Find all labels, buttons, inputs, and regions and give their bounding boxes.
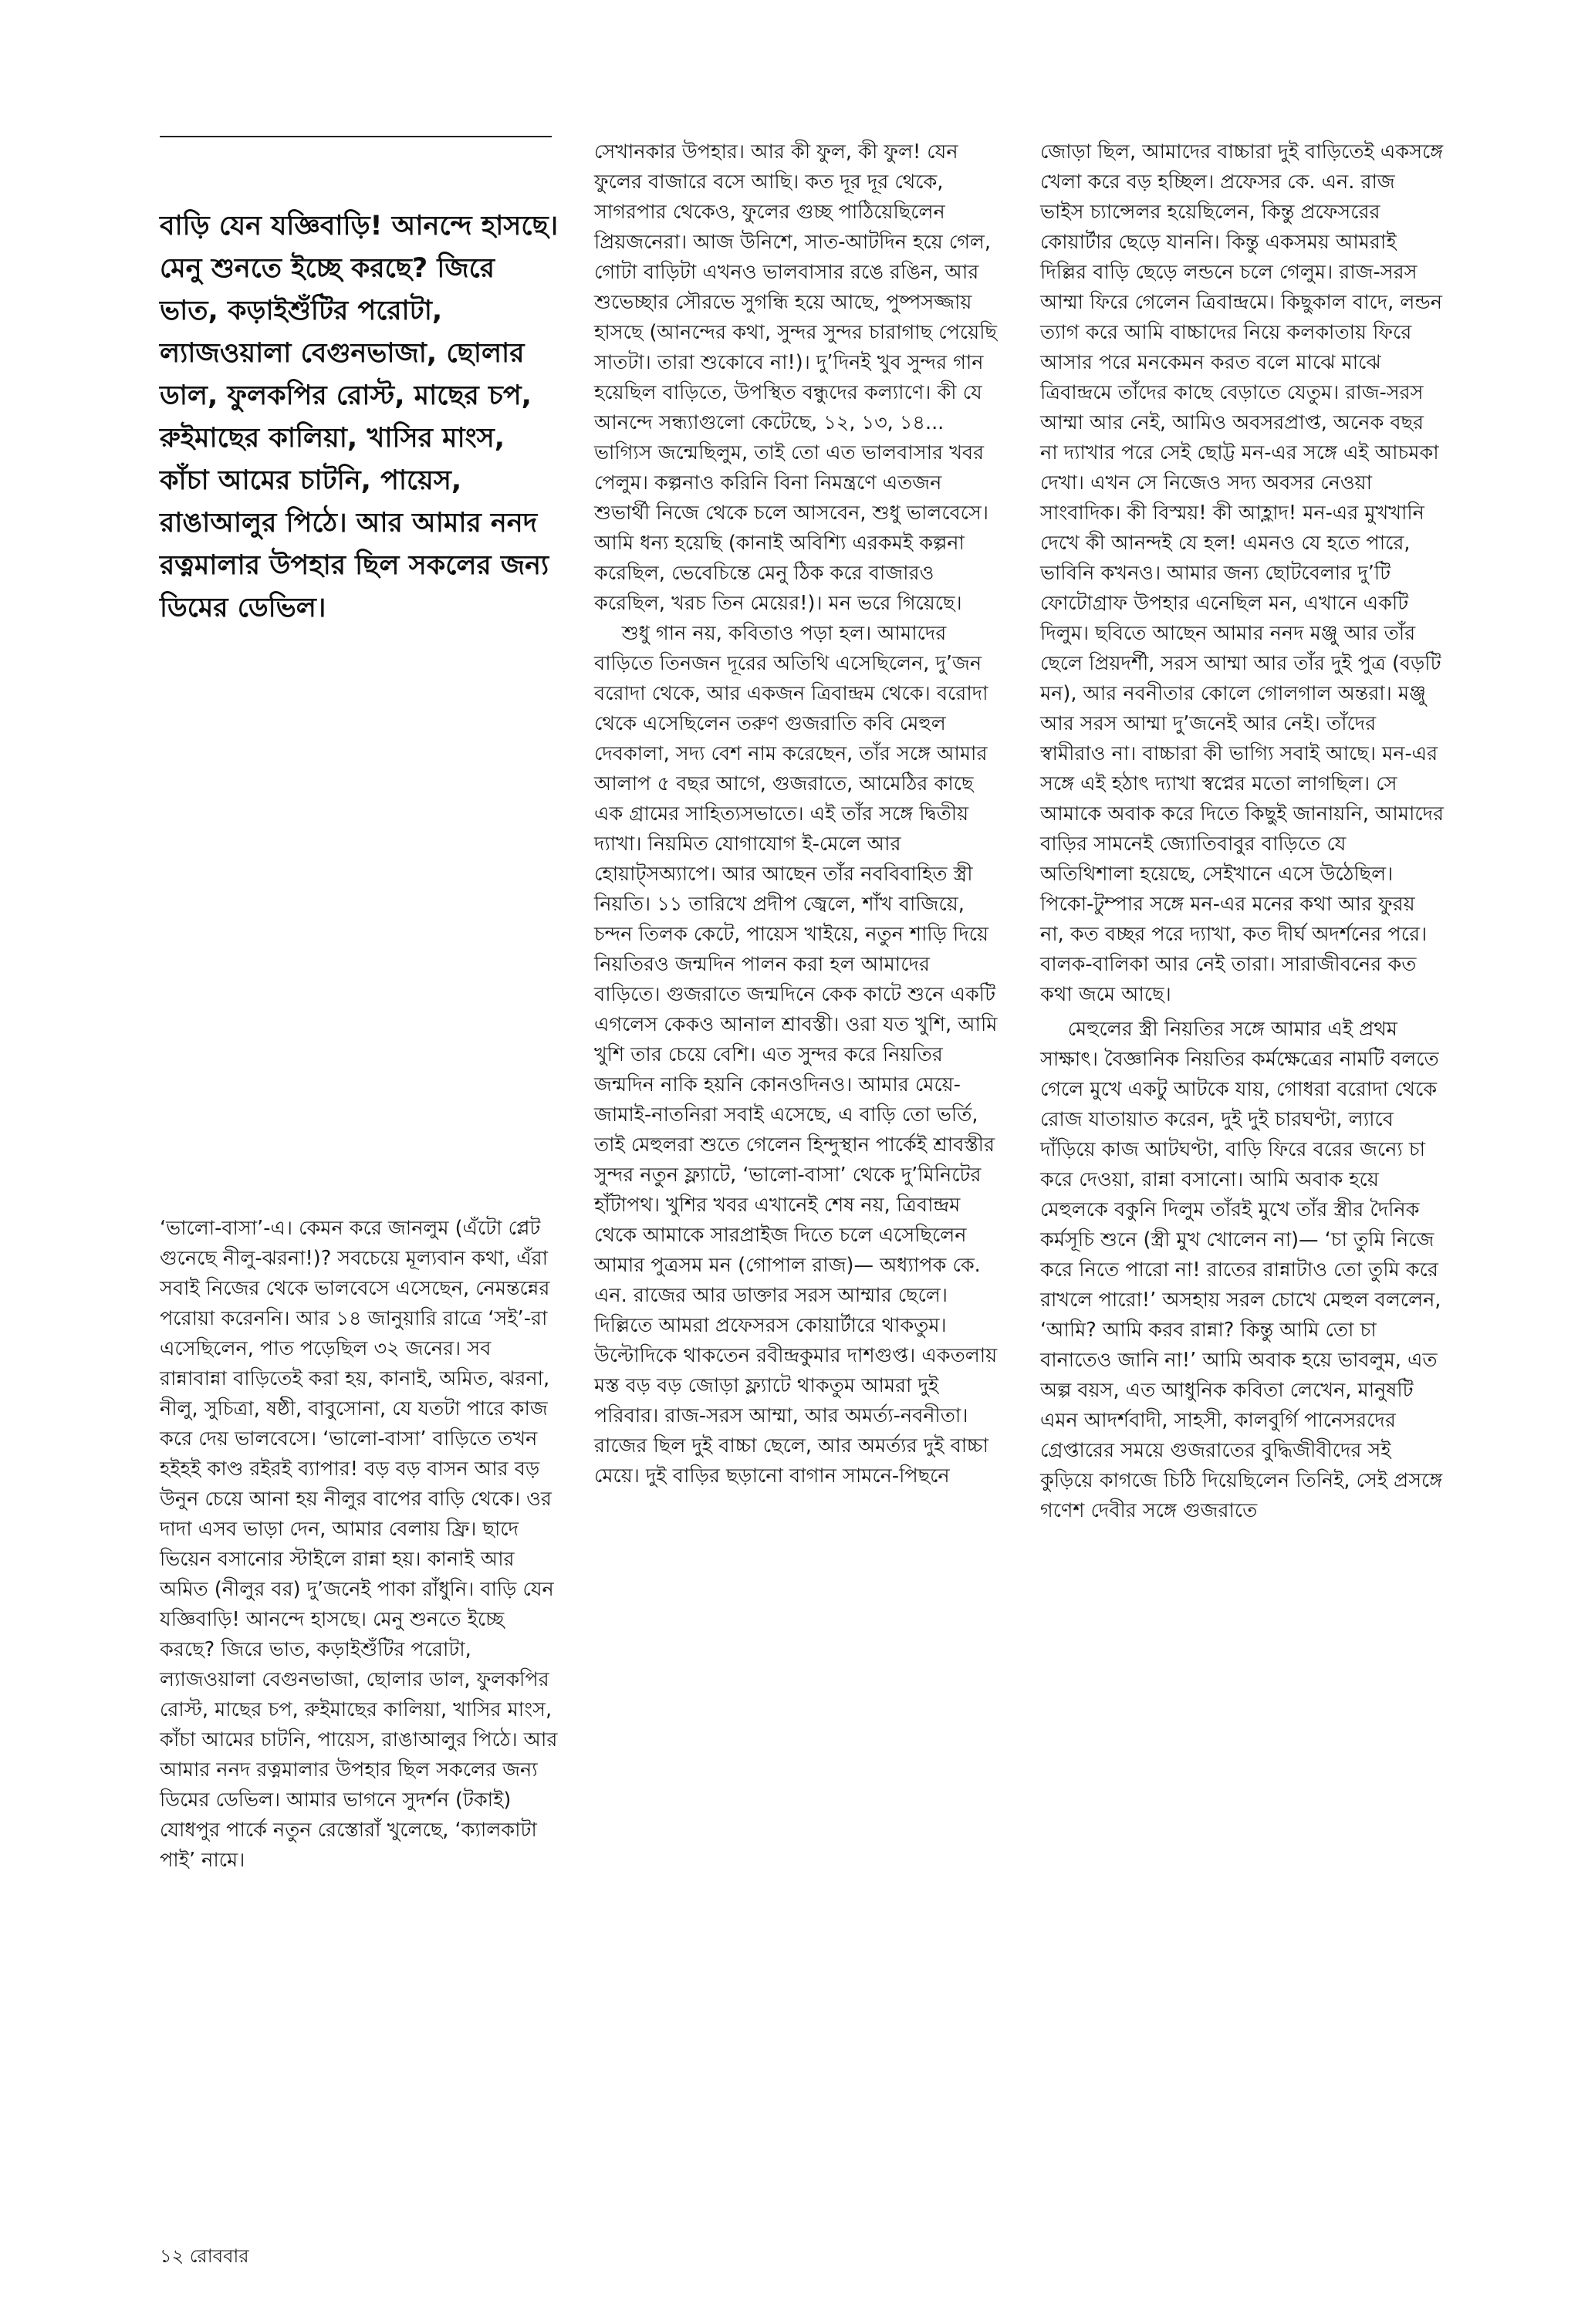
top-rule — [160, 136, 552, 137]
column-middle — [594, 137, 999, 1491]
paragraph: সেখানকার উপহার। আর কী ফুল, কী ফুল! যেন ফুলের বাজারে বসে আছি। কত দূর দূর থেকে, সাগরপার থেকেও, ফুলের গুচ্ছ পাঠিয়েছিলেন প্রিয়জনেরা। আজ উনিশে, সাত-আটদিন হয়ে গেল, গোটা বাড়িটা এখনও ভালবাসার রঙে রঙিন, আর শুভেচ্ছার সৌরভে সুগন্ধি হয়ে আছে, পুষ্পসজ্জায় হাসছে (আনন্দের কথা, সুন্দর সুন্দর চারাগাছ পেয়েছি সাতটা। তারা শুকোবে না!)। দু’দিনই খুব সুন্দর গান হয়েছিল বাড়িতে, উপস্থিত বন্ধুদের কল্যাণে। কী যে আনন্দে সন্ধ্যাগুলো কেটেছে, ১২, ১৩, ১৪... ভাগ্যিস জন্মেছিলুম, তাই তো এত ভালবাসার খবর পেলুম। কল্পনাও করিনি বিনা নিমন্ত্রণে এতজন শুভার্থী নিজে থেকে চলে আসবেন, শুধু ভালবেসে। আমি ধন্য হয়েছি (কানাই অবিশ্যি এরকমই কল্পনা করেছিল, ভেবেচিন্তে মেনু ঠিক করে বাজারও করেছিল, খরচ তিন মেয়ের!)। মন ভরে গিয়েছে। — [594, 140, 997, 615]
pull-quote: বাড়ি যেন যজ্ঞিবাড়ি! আনন্দে হাসছে। মেনু শুনতে ইচ্ছে করছে? জিরে ভাত, কড়াইশুঁটির পরোটা, ল্যাজওয়ালা বেগুনভাজা, ছোলার ডাল, ফুলকপির রোস্ট, মাছের চপ, রুইমাছের কালিয়া, খাসির মাংস, কাঁচা আমের চাটনি, পায়েস, রাঙাআলুর পিঠে। আর আমার ননদ রত্নমালার উপহার ছিল সকলের জন্য ডিমের ডেভিল। — [160, 211, 559, 623]
paragraph: ‘ভালো-বাসা’-এ। কেমন করে জানলুম (এঁটো প্লেট গুনেছে নীলু-ঝরনা!)? সবচেয়ে মূল্যবান কথা, এঁরা সবাই নিজের থেকে ভালবেসে এসেছেন, নেমন্তন্নের পরোয়া করেননি। আর ১৪ জানুয়ারি রাত্রে ‘সই’-রা এসেছিলেন, পাত পড়েছিল ৩২ জনের। সব রান্নাবান্না বাড়িতেই করা হয়, কানাই, অমিত, ঝরনা, নীলু, সুচিত্রা, ষষ্ঠী, বাবুসোনা, যে যতটা পারে কাজ করে দেয় ভালবেসে। ‘ভালো-বাসা’ বাড়িতে তখন হইহই কাণ্ড রইরই ব্যাপার! বড় বড় বাসন আর বড় উনুন চেয়ে আনা হয় নীলুর বাপের বাড়ি থেকে। ওর দাদা এসব ভাড়া দেন, আমার বেলায় ফ্রি। ছাদে ভিয়েন বসানোর স্টাইলে রান্না হয়। কানাই আর অমিত (নীলুর বর) দু’জনেই পাকা রাঁধুনি। বাড়ি যেন যজ্ঞিবাড়ি! আনন্দে হাসছে। মেনু শুনতে ইচ্ছে করছে? জিরে ভাত, কড়াইশুঁটির পরোটা, ল্যাজওয়ালা বেগুনভাজা, ছোলার ডাল, ফুলকপির রোস্ট, মাছের চপ, রুইমাছের কালিয়া, খাসির মাংস, কাঁচা আমের চাটনি, পায়েস, রাঙাআলুর পিঠে। আর আমার ননদ রত্নমালার উপহার ছিল সকলের জন্য ডিমের ডেভিল। আমার ভাগনে সুদর্শন (টকাই) যোধপুর পার্কে নতুন রেস্তোরাঁ খুলেছে, ‘ক্যালকাটা পাই’ নামে। — [160, 1217, 558, 1872]
paragraph: শুধু গান নয়, কবিতাও পড়া হল। আমাদের বাড়িতে তিনজন দূরের অতিথি এসেছিলেন, দু’জন বরোদা থেকে, আর একজন ত্রিবান্দ্রম থেকে। বরোদা থেকে এসেছিলেন তরুণ গুজরাতি কবি মেহুল দেবকালা, সদ্য বেশ নাম করেছেন, তাঁর সঙ্গে আমার আলাপ ৫ বছর আগে, গুজরাতে, আমেঠির কাছে এক গ্রামের সাহিত্যসভাতে। এই তাঁর সঙ্গে দ্বিতীয় দ্যাখা। নিয়মিত যোগাযোগ ই-মেলে আর হোয়াট্‌সঅ্যাপে। আর আছেন তাঁর নববিবাহিত স্ত্রী নিয়তি। ১১ তারিখে প্রদীপ জ্বেলে, শাঁখ বাজিয়ে, চন্দন তিলক কেটে, পায়েস খাইয়ে, নতুন শাড়ি দিয়ে নিয়তিরও জন্মদিন পালন করা হল আমাদের বাড়িতে। গুজরাতে জন্মদিনে কেক কাটে শুনে একটি এগলেস কেকও আনাল শ্রাবস্তী। ওরা যত খুশি, আমি খুশি তার চেয়ে বেশি। এত সুন্দর করে নিয়তির জন্মদিন নাকি হয়নি কোনওদিনও। আমার মেয়ে-জামাই-নাতনিরা সবাই এসেছে, এ বাড়ি তো ভর্তি, তাই মেহুলরা শুতে গেলেন হিন্দুস্থান পার্কেই শ্রাবস্তীর সুন্দর নতুন ফ্ল্যাটে, ‘ভালো-বাসা’ থেকে দু’মিনিটের হাঁটাপথ। খুশির খবর এখানেই শেষ নয়, ত্রিবান্দ্রম থেকে আমাকে সারপ্রাইজ দিতে চলে এসেছিলেন আমার পুত্রসম মন (গোপাল রাজ)— অধ্যাপক কে. এন. রাজের আর ডাক্তার সরস আম্মার ছেলে। দিল্লিতে আমরা প্রফেসরস কোয়ার্টারে থাকতুম। উল্টোদিকে থাকতেন রবীন্দ্রকুমার দাশগুপ্ত। একতলায় মস্ত বড় বড় জোড়া ফ্ল্যাটে থাকতুম আমরা দুই পরিবার। রাজ-সরস আম্মা, আর অমর্ত্য-নবনীতা। রাজের ছিল দুই বাচ্চা ছেলে, আর অমর্ত্যর দুই বাচ্চা মেয়ে। দুই বাড়ির ছড়ানো বাগান সামনে-পিছনে — [594, 622, 998, 1488]
paragraph: জোড়া ছিল, আমাদের বাচ্চারা দুই বাড়িতেই একসঙ্গে খেলা করে বড় হচ্ছিল। প্রফেসর কে. এন. রাজ ভাইস চ্যান্সেলর হয়েছিলেন, কিন্তু প্রফেসরের কোয়ার্টার ছেড়ে যাননি। কিন্তু একসময় আমরাই দিল্লির বাড়ি ছেড়ে লন্ডনে চলে গেলুম। রাজ-সরস আম্মা ফিরে গেলেন ত্রিবান্দ্রমে। কিছুকাল বাদে, লন্ডন ত্যাগ করে আমি বাচ্চাদের নিয়ে কলকাতায় ফিরে আসার পরে মনকেমন করত বলে মাঝে মাঝে ত্রিবান্দ্রমে তাঁদের কাছে বেড়াতে যেতুম। রাজ-সরস আম্মা আর নেই, আমিও অবসরপ্রাপ্ত, অনেক বছর না দ্যাখার পরে সেই ছোট্ট মন-এর সঙ্গে এই আচমকা দেখা। এখন সে নিজেও সদ্য অবসর নেওয়া সাংবাদিক। কী বিস্ময়! কী আহ্লাদ! মন-এর মুখখানি দেখে কী আনন্দই যে হল! এমনও যে হতে পারে, ভাবিনি কখনও। আমার জন্য ছোটবেলার দু’টি ফোটোগ্রাফ উপহার এনেছিল মন, এখানে একটি দিলুম। ছবিতে আছেন আমার ননদ মঞ্জু আর তাঁর ছেলে প্রিয়দর্শী, সরস আম্মা আর তাঁর দুই পুত্র (বড়টি মন), আর নবনীতার কোলে গোলগাল অন্তরা। মঞ্জু আর সরস আম্মা দু’জনেই আর নেই। তাঁদের স্বামীরাও না। বাচ্চারা কী ভাগ্যি সবাই আছে। মন-এর সঙ্গে এই হঠাৎ দ্যাখা স্বপ্নের মতো লাগছিল। সে আমাকে অবাক করে দিতে কিছুই জানায়নি, আমাদের বাড়ির সামনেই জ্যোতিবাবুর বাড়িতে যে অতিথিশালা হয়েছে, সেইখানে এসে উঠেছিল। পিকো-টুম্পার সঙ্গে মন-এর মনের কথা আর ফুরয় না, কত বচ্ছর পরে দ্যাখা, কত দীর্ঘ অদর্শনের পরে। বালক-বালিকা আর নেই তারা। সারাজীবনের কত কথা জমে আছে। — [1040, 140, 1445, 1006]
page-folio: ১২ রোববার — [160, 2245, 249, 2267]
paragraph: মেহুলের স্ত্রী নিয়তির সঙ্গে আমার এই প্রথম সাক্ষাৎ। বৈজ্ঞানিক নিয়তির কর্মক্ষেত্রের নামটি বলতে গেলে মুখে একটু আটকে যায়, গোধরা বরোদা থেকে রোজ যাতায়াত করেন, দুই দুই চারঘণ্টা, ল্যাবে দাঁড়িয়ে কাজ আটঘণ্টা, বাড়ি ফিরে বরের জন্যে চা করে দেওয়া, রান্না বসানো। আমি অবাক হয়ে মেহুলকে বকুনি দিলুম তাঁরই মুখে তাঁর স্ত্রীর দৈনিক কর্মসূচি শুনে (স্ত্রী মুখ খোলেন না)— ‘চা তুমি নিজে করে নিতে পারো না! রাতের রান্নাটাও তো তুমি করে রাখলে পারো!’ অসহায় সরল চোখে মেহুল বললেন, ‘আমি? আমি করব রান্না? কিন্তু আমি তো চা বানাতেও জানি না!’ আমি অবাক হয়ে ভাবলুম, এত অল্প বয়স, এত আধুনিক কবিতা লেখেন, মানুষটি এমন আদর্শবাদী, সাহসী, কালবুর্গি পানেসরদের গ্রেপ্তারের সময়ে গুজরাতের বুদ্ধিজীবীদের সই কুড়িয়ে কাগজে চিঠি দিয়েছিলেন তিনিই, সেই প্রসঙ্গে গণেশ দেবীর সঙ্গে গুজরাতে — [1040, 1018, 1443, 1522]
column-left — [160, 1214, 558, 1876]
column-right — [1040, 137, 1445, 1526]
